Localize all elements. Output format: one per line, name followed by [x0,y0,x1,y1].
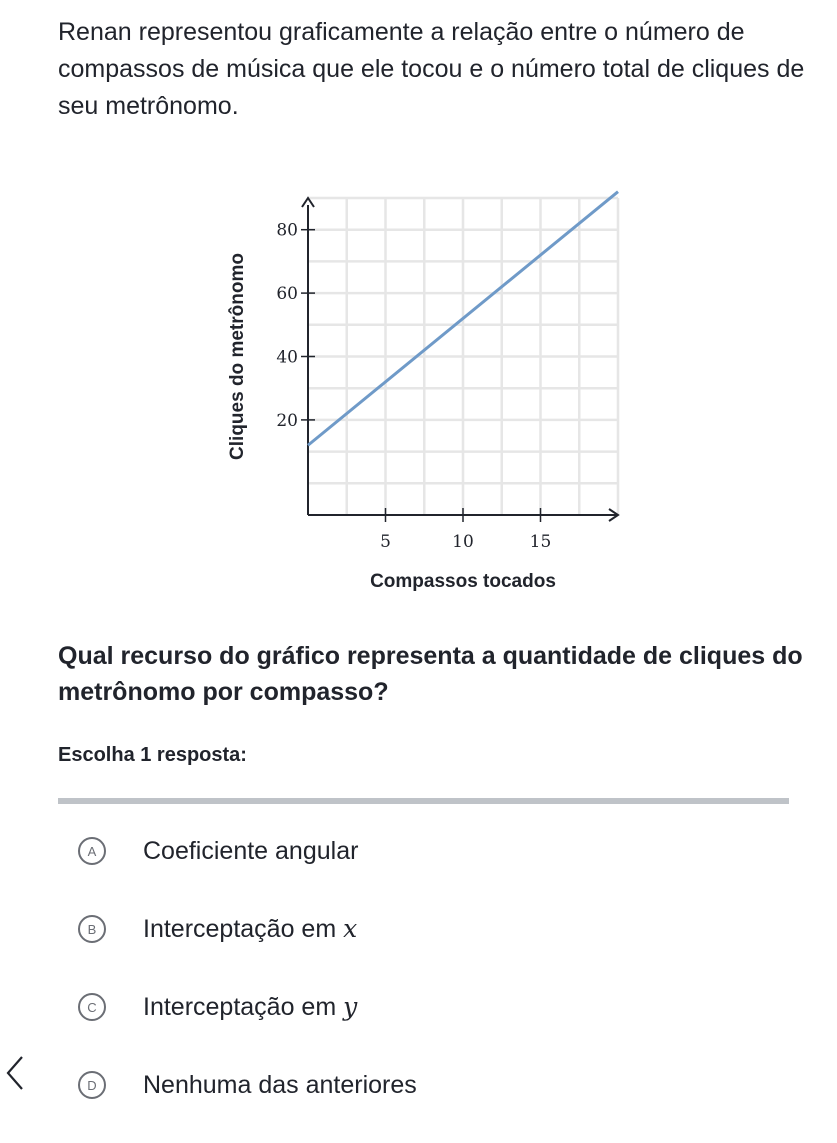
choice-b[interactable] [78,890,778,968]
y-axis-label: Cliques do metrônomo [227,253,248,460]
problem-text: Renan representou graficamente a relação entre o número de compassos de música que ele tocou e o número total de cliques de seu metrônomo. [58,18,805,120]
chart-grid [308,198,618,515]
answer-choices [78,812,778,1124]
x-tick-label: 5 [380,532,391,552]
choice-label-b: Interceptação em x [143,914,358,943]
y-tick-label: 20 [276,410,298,431]
y-tick-label: 80 [276,220,298,241]
choice-label-d: Nenhuma das anteriores [143,1071,417,1099]
divider [58,798,789,804]
question-text: Qual recurso do gráfico representa a quantidade de cliques do metrônomo por compasso? [58,642,803,706]
chevron-left-icon [0,1035,30,1105]
y-tick-label: 40 [276,347,298,368]
choice-c[interactable] [78,968,778,1046]
chart-ticks [276,221,551,552]
choice-d[interactable] [78,1046,778,1124]
choice-label-a: Coeficiente angular [143,837,359,865]
x-tick-label: 10 [452,532,474,552]
chart-axes [302,198,618,521]
choice-letter-a: A [78,837,106,865]
back-button[interactable] [0,1035,30,1105]
var-x: x [343,914,358,943]
y-tick-label: 60 [276,284,298,305]
line-chart-svg [210,185,630,605]
x-axis-label: Compassos tocados [370,571,556,592]
choice-letter-b: B [78,915,106,943]
line-graph [210,185,630,605]
choice-a[interactable] [78,812,778,890]
choice-letter-c: C [78,993,106,1021]
choice-letter-d: D [78,1071,106,1099]
x-tick-label: 15 [529,532,552,552]
var-y: y [343,992,358,1021]
choice-label-c: Interceptação em y [143,992,358,1021]
choose-label: Escolha 1 resposta: [58,744,247,766]
